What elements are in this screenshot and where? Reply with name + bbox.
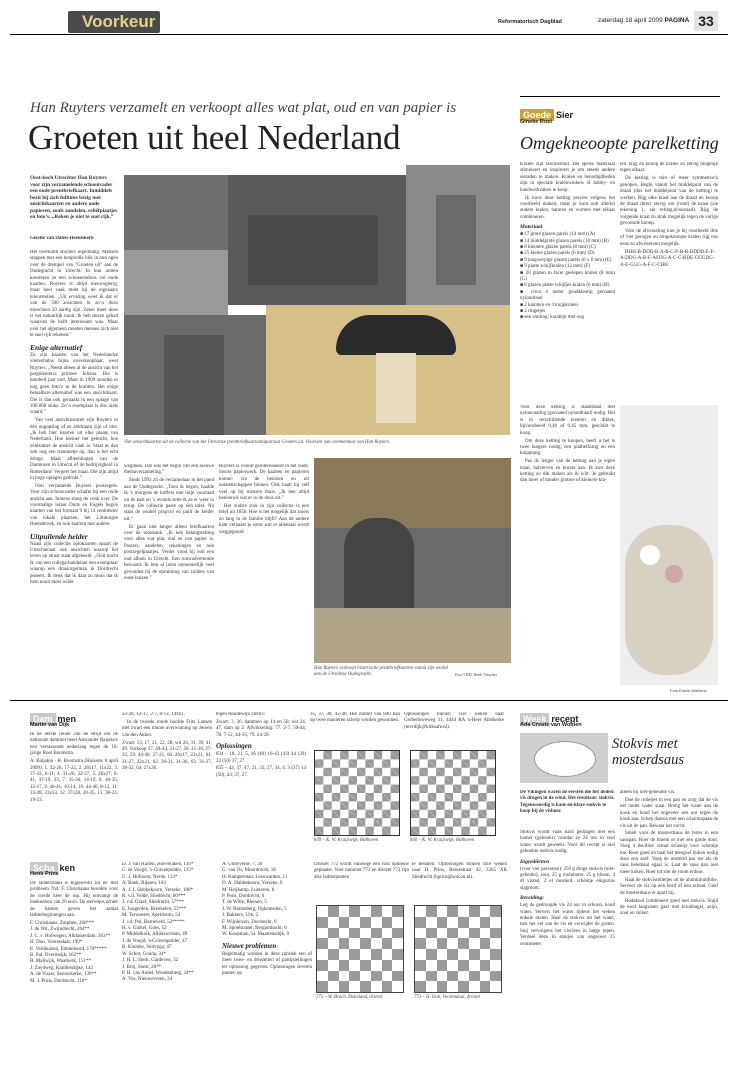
schaken-column-1: De ladderstand is bijgewerkt tot en met probleem 764. F. Christiaans bereikte voor de vierde keer de top. Hij ontvangt de boekenbon van 20 euro. De sterretjes achter de namen geven het aantal ladderbeginnngen aan. F. Christiaans, Zutphen, 266*** J. de Wit, Zwijndrecht, 264** J. C. v. Hofwegen, Alblasserdam, 263** H. Don, Voorendaal, 199* E. Veldhuizen, Emmeloord, 170***** B. Pal, Overmeijk, 162** B. Maliwijk, Waarkerk, 151** J. Zuydweg, Krabbendijke, 142 A. de Visser, Serooskerke, 130** M. J. Prins, Dordrecht, 116*: [30, 881, 118, 984]
section-tab: [68, 11, 160, 33]
recipe-lead: De Vikingen waren de eersten die het deden: vis drogen in de wind. Het resultaat: stokvis. Tegenwoordig is kant-en-klare stokvis te koop bij de visboer.: [520, 790, 615, 815]
chess-caption-773: 773 – H. Don, Voorendaal, driezet: [414, 995, 480, 1000]
article-column-2: wegdoen. Dat was het begin van een nieuwe themaverzameling.” Sinds 1993 zit de verzamelaar in het pand aan de Oudegracht. „Toen ik begon, haalde ik ’s morgens de koffers met mijn voorraad uit de kast en ’s avonds zette ik ze er weer in terug. De collectie paste op één tafel. Nu staat de winkel propvol en puilt de kelder uit.” Er gaan niet langer alleen briefkaarten over de toonbank. „Ik heb belangstelling voor alles wat plat, oud en van papier is. Posters, aandelen, rekeningen en ook postzegelplaatjes. Verder vond hij ooit een oud album in Utrecht. Een rouwadvertentie bewaard. Ik ben al jaren onnoemelijk veel gevonden bij de opruiming van zolders van oude huizen.”: [124, 464, 214, 581]
schaken-label-right: ken: [59, 863, 76, 873]
dammen-diagram-840: [410, 750, 496, 836]
store-photo-credit: Foto’s RD, Henk Visscher: [455, 672, 497, 677]
dammen-subhead-1: Oplossingen: [216, 742, 252, 751]
goede-sier-column-1: Kralen zijn fascinerend. Het spelse materiaal stimuleert en inspireert je om steeds andere sieraden te maken. Kralen en benodigdheden zijn in speciale kralenwinkels of hobby- en handwerkzaken te koop. Ik koos deze ketting precies volgens het voorbeeld maken, maar je kunt ook allerlei andere kralen, naturen en vormen met elkaar combineren. Materiaal ■ 17 grote glazen parels (14 mm) (A) ■ 14 middelgrote glazen parels (10 mm) (B) ■ 8 kleinere glazen parels (8 mm) (C) ■ 25 kleine glazen parels (6 mm) (D) ■ 9 langwerpige glazen parels (6 x 8 mm) (E) ■ 9 platte schijfkralen (12 mm) (F) ■ 20 glazen in facet geslepen kralen (8 mm) (G) ■ 8 glazen platte schijfjes kralen (6 mm) (H) ■ circa 4 meter goudkleurig gecoated nylondraad ■ 2 kalotten en 4 knijpkralen ■ 2 ringetjes ■ een sluiting; karabijn met oog: [520, 162, 615, 321]
dammen-column-4: 35, 37, 38, 42-46. Het motief van 840 kan op twee manieren scherp worden gewonnen.: [310, 712, 400, 724]
chess-diagram-772: [316, 905, 404, 993]
schaken-column-3: A. Uitbeyerse, 7, 20 G. van Os, Moordrecht, 18 H. Kamperman, Leeuwarden, 11 D. A. Slabbekoorn, Yerseke, 9 M. Heijkamp, Lunteren, 6 P. Pons, Dordrecht, 6 T. de Witte, Rhenen, 5 J. W. Ruitenberg, Ophemsden, 5 J. Bakkers, Urk, 2 F. Wijnhoven, Dordrecht, 0 M. Spoelstrater, Bergambacht, 0 W. Koopman, St. Maartensdijk, 0 Nieuwe problemen Regelmatig worden in deze rubriek een of meer twee- en driezetten of partijstellingen ter oplossing gegeven. Oplossingen leveren punten op.: [222, 862, 312, 977]
goede-sier-rule: [520, 96, 720, 97]
weekrecept-label-left: Week: [520, 713, 549, 725]
dammen-diagram-839: [314, 750, 400, 836]
recipe-title: Stokvis met mosterdsaus: [612, 736, 684, 768]
recipe-dish-photo: [520, 733, 608, 783]
goede-sier-label-left: Goede: [520, 109, 554, 121]
postcard-photo-boys: [124, 315, 266, 435]
weekrecept-author: Ada Creutz-van Wolden: [520, 722, 582, 728]
recipe-column-2: alleen bij niet-gebeukte vis. Doe de rolletjes in een pan en zorg dat de vis net onder water staat. Breng het water aan de kook en houd het ongeveer een uur tegen de kook aan. Schep daarna met een schuimspaan de vis uit de pan. Bewaar het vocht. Smelt voor de mosterdsaus de boter in een sauspan. Roer de bloem er met een garde door. Voeg 4 deciliter visnat scheutje voor scheutje toe. Roer goed en haal het mengsel indien nodig door een zeef. Voeg de mosterd pas toe als de saus helemaal egaal is. Laat de saus dan niet meer koken. Roer tot slot de room erdoor. Haal de stokvisrolletjes uit de aluminiumfolie. Serveer de vis op een bord of een schaal. Geef de mosterdsaus er apart bij. Rodekool combineert goed met stokvis. Snijd de kool langzaam gaar met kruidnagel, azijn, zout en suiker.: [620, 790, 718, 917]
schaken-label-left: Scha: [30, 862, 58, 874]
subhead-2: Uitpuilende helder: [30, 531, 88, 541]
materials-label: Materiaal: [520, 224, 543, 231]
chess-diagram-773: [414, 905, 502, 993]
postcard-photo-top-left: [124, 175, 228, 250]
main-photo-caption: Vier ansichtkaarten uit de collectie van het Utrechtse prentbriefkaartantiquariaat Groeten uit. Voorzien van commentaar van Han Ruyters.: [124, 440, 391, 445]
article-column-1: Het overkomt Ruyters regelmatig. Mensen stappen met een hoopvolle blik in hun ogen over de drempel van "Groeten uit" aan de Oudegracht in Utrecht. In hun armen koesteren ze een schoenendoos vol oude kaarten. Ruyters is altijd nieuwsgierig, maar heel vaak moet hij de eigenaars teleurstellen. „Uit ervaring weet ik dat er van de 500 ansichten in zo’n doos misschien 50 aardig zijn. Zeker meer doos is het natuurlijk nooit. Ik heb dozen gehad waarvan de helft interessant was. Maar over het algemeen moeten mensen zich niet te snel rijk rekenen.” Enige alternatief Zo zijn kaarten van het Nederlandse voetenbalns bijna onverkoopbaar, weet Ruyters. „Neem alleen al de ansicht van het pergolenterra primeer Juliana. Die is honderd jaar oud. Maar in 1909 stonden er nog geen foto’s in de kranten. Het enige betaalbare alternatief was een ansichtkaart. Die is dan ook gemaakt in een oplage van 100.000 stuks. Zo’n exemplaar is dus niets waard.” Van veel ansichtkaarten zijn Ruyters in één oogopslag of ze zeldzaam zijn of niet. „Ik heb hier kaarten uit elke plaats van Nederland. Hoe kleiner het gehucht, hoe zeldzamer de ansicht vaak is. Staat er dan ook nog een trammetje op, dan is het echt dringe. Maar afbeeldingen van de Domtoren in Utrecht of de bedrijvigheid in Rotterdam! Vergeet het maar. Die zijn altijd in hoge oplagen gedrukt.” Ooit verzamelde Ruyters postzegels. Voor zijn schoonvader schafte hij een oude ansicht aan. Inmens sloeg de vonk over. De voormalige leraar Duits en Engels begon kaarten van het formaat 9 bij 14 centimeter van lokale plaatsen, het Limburgse Hoensbroek, en ook kaarten met andere. Uitpuilende helder Naast zijn collectie oplokaarten spaart de Utrechtenaar ook ansichten waarop het leven op straat staat afgebeeld. „Ooit kocht ik van een collega-handelaar een exemplaar waarop een draaiorgelman in Dordrecht poseert. Ik denk dat ik daar zo mooi dat ik hem nooit meer wilde: [30, 250, 118, 586]
dammen-label-right: men: [57, 714, 77, 724]
bottom-divider: [10, 700, 728, 701]
goede-sier-label-right: Sier: [556, 110, 574, 120]
header-date-line: [598, 17, 689, 24]
schaken-subhead: Nieuwe problemen: [222, 941, 277, 950]
weekrecept-label-right: recept: [551, 714, 579, 724]
article-byline: Gisette van Dalen-Heemskerk: [30, 236, 94, 241]
store-photo-caption: Han Ruyters verkoopt historische prentbriefkaarten vanuit zijn winkel aan de Utrechtse Oudegracht.: [314, 666, 449, 677]
ingredients-label: Ingrediënten: [520, 858, 550, 865]
page-label: PAGINA: [664, 17, 690, 24]
page-number: 33: [698, 13, 714, 29]
dammen-column-1: In de eerste ronde van de strijd om de nationale damtitel heed Alexander Baljakov een verrassende nederlaag tegen de 16-jarige Roel Boomstra. A. Baljakin - R. Boomstra (Huissen, 8 april 2009): 1. 32-28, 17-22, 2. 28x17, 11x22, 3. 37-32, 6-11, 4. 31-26, 22-27, 5. 26x27, 6-41, 37-19, 23, 7. 35-36, 14-19, 8. 40-35, 12-17, 9. 46-41, 10-14, 10. 44-40, 8-12, 11. 33-28, 23x33, 12. 37x28, 20-25, 13. 38-33, 19-23.: [30, 732, 118, 803]
postcard-photo-illustration: [266, 305, 510, 435]
goede-sier-column-2: len. Rijg en knoop de kralen zo stevig mogelijk tegen elkaar. De ketting is min of meer symmetrisch genopen. Begin vanuit het middelpunt van de draad (dus het middelpunt van de ketting) te werken. Rijg elke kraal aan de draad en knoop de draad direct stevig om (rond) de kraal (zie tekening 1, zie refdag.nl/sieraad). Rijg de volgende kraal zo strak mogelijk tegen de vorige gevormde knoop. Voor de afwisseling kun je bij voorbeeld drie of vier gerogen en omgeknoopte kralen rijg ons eens zo afwisselend mogelijk. HHH-B-DDD-B-A-B-C-F-B-B-DDDD-E-F-A-DDG-A-B-F-AFDG-A-C-C-BDE-GGGDG-A-E-GGG-A-F-C-CHH.: [620, 162, 718, 268]
goede-sier-credit: Foto Edwin Wiekens: [670, 688, 707, 693]
dammen-column-5: Oplossingen binnen vier weken naar Gerbertsweweg 31, 4444 RA 's-Heer Abtskerke (mvrdijk@kliksafe.nl).: [404, 712, 504, 730]
postcard-photo-station: [406, 165, 510, 305]
dammen-caption-839: 839 – K. W. Kruijswijk, Bilthoven: [314, 838, 379, 843]
schaken-column-5: te behalen. Oplossingen binnen drie weken naar H. Prins, Reinestraat 42, 3365 XR Sliedrecht (hprins@solcon.nl).: [412, 862, 507, 880]
postcard-photo-market: [124, 250, 228, 315]
chess-caption-772: 772 – W. Bruch, Duitsland, driezet: [316, 995, 383, 1000]
article-lead: Oost-koch Utrechter Han Ruyters voor zijn verzamelende schoonvader een oude prentbriefkaart. Inmiddels bezit hij zich fulltime bezig met ansichtkaarten en andere oude papieren, zoals aandelen, reliëfplaatjes en foto’s. „Reken je niet te snel rijk.”: [30, 175, 118, 220]
article-headline: Groeten uit heel Nederland: [28, 118, 401, 157]
necklace-photo: [620, 405, 718, 685]
issue-date: zaterdag 18 april 2009: [598, 17, 663, 24]
dammen-column-2: 22-28, 12-17, 2-7, 8-12, 14x61. In de tweede ronde hoofde Frits Lansen met zwart een mooie overwinning op Jeroen van den Akker. Zwart: 13, 17, 21, 22, 28; wit 26, 31, 39, 41, 49. Vorkoop 37, 49-44, 21-27, 58. 41-36, 27-32, 59. 44-40, 37-21, 60. 26x17, 22x31, 61. 31-27, 32x21, 62. 36-31, 31-36, 63. 31-27, 28-32, 64. 27x36.: [122, 712, 212, 772]
schaken-column-2: D. J. van Harten, Hoevelaken, 116* C. de Voogd, 's-Gravenpolder, 115* G. J. Hillhorst, Nerde, 113* A. Bank, Rijssen, 103 A. J. J. Slabbekoorn, Yerseke, 100* R. v.d. Velde, Sliedrecht, 60*** J. v.d. Graaf, Sliedrecht, 57*** E. Jongerden, Breukelen, 55*** M. Terwoerer, Apeldoorn, 54 J. v.d. Pol, Barneveld, 52***** H. v. Ginkel, Goes, 52 P. Middelkolk, Alblasserdam, 49 J. de Voogd, 's-Gravenpolder, 47 B. Knobbe, Veltvoga, 47 W. Schot, Gouda, 34* J. H. L. Sterk, Gardeven, 32 J. Broj, Soest, 26** P. H. van Andel, Woudenberg, 24** A. Vos, Nieuwerveen, 24: [122, 862, 194, 983]
goede-sier-author: Gineke Roet: [520, 119, 553, 125]
header-rule: [10, 34, 728, 35]
schaken-column-4: Driezet 772 wordt vanwege een fout opnieuw geplaatst. Voor nummer 772 en driezet 773 zijn drie ladderpunten: [314, 862, 409, 880]
subhead-1: Enige alternatief: [30, 342, 83, 352]
schaken-author: Henk Prins: [30, 871, 59, 877]
article-kicker: Han Ruyters verzamelt en verkoopt alles wat plat, oud en van papier is: [30, 100, 457, 116]
dammen-column-3: tegen Boudewijn Derkx: Zwart: 3, 36, dammen op 14 en 50; wit 24, 47, dam op 2. Afwikkeling: 77. 2-7, 50-44, 78. 7-12, 44-35, 79. 24-20. Oplossingen 834 – 18, 21, 5, 16 (40) 16-43 (43) 44 (39) 33 (50) 37, 27. 835 – 42, 37, 47, 21, 32, 27, 34, 4, 3 (37) 14 (50), 43, 37, 27.: [216, 712, 306, 778]
page-number-box: [694, 11, 718, 31]
method-label: Bereiding:: [520, 895, 545, 902]
recipe-column-1: Stokvis wordt vaak hard gedragen met een hamer (gebookt) voordat ze 24 uur in veel water wordt geweekt. Voor dit recept is niet geboukte stokvis nodig. Ingrediënten (voor vier personen): 250 g droge stokvis (niet-gebeukt), zout, 25 g roomboter, 25 g bloem, 4 dl vistad, 2 el mosterd, scheutje enigszins slagroom. Bereiding: Leg de gedroogde vis 24 uur in schoon, koud water. Ververs het water tijdens het weken enkele malen. Haal de stokvis uit het water, trek het vel van de vis en verwijder de graten. Snij vervolgens het visvlees in lange repen. Verdeel deze in stukjes van ongeveer 15 centimeter.: [520, 830, 615, 947]
goede-sier-title: Omgekneoopte parelketting: [520, 133, 719, 153]
section-title: Voorkeur: [82, 12, 156, 31]
store-photo: [314, 458, 511, 663]
dammen-author: Martin van Dijk: [30, 722, 70, 728]
goede-sier-column-3: Voor deze ketting is staaldraad met nyloncoating (gecoated nylondraad) nodig. Het is in verschillende kleuren en diktes, bijvoorbeeld 0,40 of 0,45 mm, geschikt te koop. Om deze ketting te knopen, heeft u het is twee langere nodig; een plathelfzang en een knipptang. Pas de lengte van de ketting aan je eigen maat, halverven en kurzer aan. Ik kort deze ketting zo dik maken als ik wilt. Je gebruikt dan meer of minder grotere of kleinere kra-: [520, 405, 615, 484]
article-column-3: Ruyters is vooral geïnteresseerd in het oude, mooie papierwerk. De kaarten en papieren komen via de beurzen en uit nalatenschappen binnen. Ook haalt hij zelf veel op bij mensen thuis. „Ik ben altijd benieuwd wat er in de doos zit.” Het oudste stuk in zijn collectie is een brief uit 1850. Hoe is het mogelijk dat zoiets zo lang in de familie blijft? Aan de andere kant verbaast je soms wat er allemaal wordt weggegooid.: [219, 464, 309, 535]
dammen-label-left: Dam: [30, 713, 56, 725]
postcard-photo-street: [228, 175, 406, 305]
publication-name: Reformatorisch Dagblad: [498, 19, 562, 25]
dammen-caption-840: 840 – K. W. Kruijswijk, Bilthoven: [410, 838, 475, 843]
